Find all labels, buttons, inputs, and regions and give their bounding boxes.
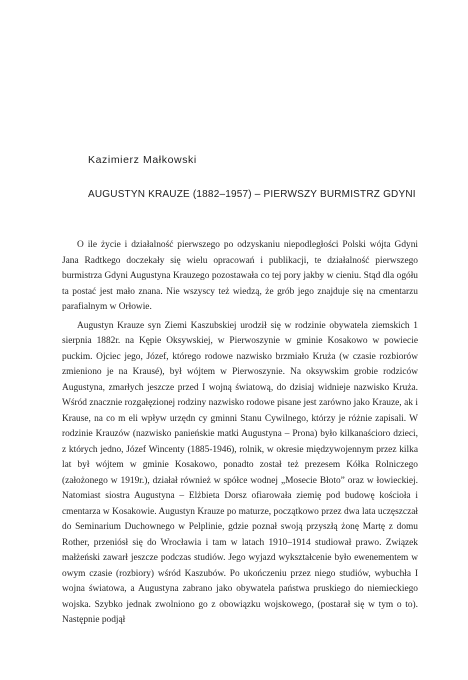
paragraph: Augustyn Krauze syn Ziemi Kaszubskiej urodził się w rodzinie obywatela ziemskich 1 sierpnia 1882r. na Kępie Oksywskiej, w Pierwoszynie w gminie Kosakowo w powiecie puckim. Ojciec jego, Józef, którego rodowe nazwisko brzmiało Kruża (w czasie rozbiorów zmieniono je na Krausé), był wójtem w Pierwoszynie. Na oksywskim grobie rodziców Augustyna, zmarłych jeszcze przed I wojną światową, do dzisiaj widnieje nazwisko Kruża. Wśród znacznie rozgałęzionej rodziny nazwisko rodowe pisane jest zarówno jako Krauze, ak i Krause, na co m eli wpływ urzędn cy gminni Stanu Cywilnego, którzy je różnie zapisali. W rodzinie Krauzów (nazwisko panieńskie matki Augustyna – Prona) było kilkanaściorо dzieci, z których jedno, Józef Wincenty (1885-1946), rolnik, w okresie międzywojennym przez kilka lat był wójtem w gminie Kosakowo, ponadto został też prezesem Kółka Rolniczego (założonego w 1919r.), działał również w spółce wodnej „Mosecie Błoto” oraz w łowieckiej. Natomiast siostra Augustyna – Elżbieta Dorsz ofiarowała ziemię pod budowę kościoła i cmentarza w Kosakowie. Augustyn Krauze po maturze, początkowo przez dwa lata uczęszczał do Seminarium Duchownego w Pelplinie, gdzie poznał swoją przyszłą żonę Martę z domu Rother, przeniósł się do Wrocławia i tam w latach 1910–1914 studiował prawo. Związek małżeński zawarł jeszcze podczas studiów. Jego wyjazd wykształcenie było ewenementem w owym czasie (rozbiory) wśród Kaszubów. Po ukończeniu przez niego studiów, wybuchła I wojna światowa, a Augustyna zabrano jako obywatela państwa pruskiego do niemieckiego wojska. Szybko jednak zwolniono go z obowiązku wojskowego, (postarał się w tym o to). Następnie podjął — [62, 320, 418, 625]
article-body — [62, 238, 418, 629]
author-name: Kazimierz Małkowski — [88, 154, 197, 166]
article-title: AUGUSTYN KRAUZE (1882–1957) – PIERWSZY BURMISTRZ GDYNI — [88, 189, 416, 200]
paragraph: O ile życie i działalność pierwszego po odzyskaniu niepodległości Polski wójta Gdyni Jana Radtkego doczekały się wielu opracowań i publikacji, te działalność pierwszego burmistrza Gdyni Augustyna Krauzego pozostawała co tej pory jakby w cieniu. Stąd dla ogółu ta postać jest mało znana. Nie wszyscy też wiedzą, że grób jego znajduje się na cmentarzu parafialnym w Orłowie. — [62, 240, 418, 312]
